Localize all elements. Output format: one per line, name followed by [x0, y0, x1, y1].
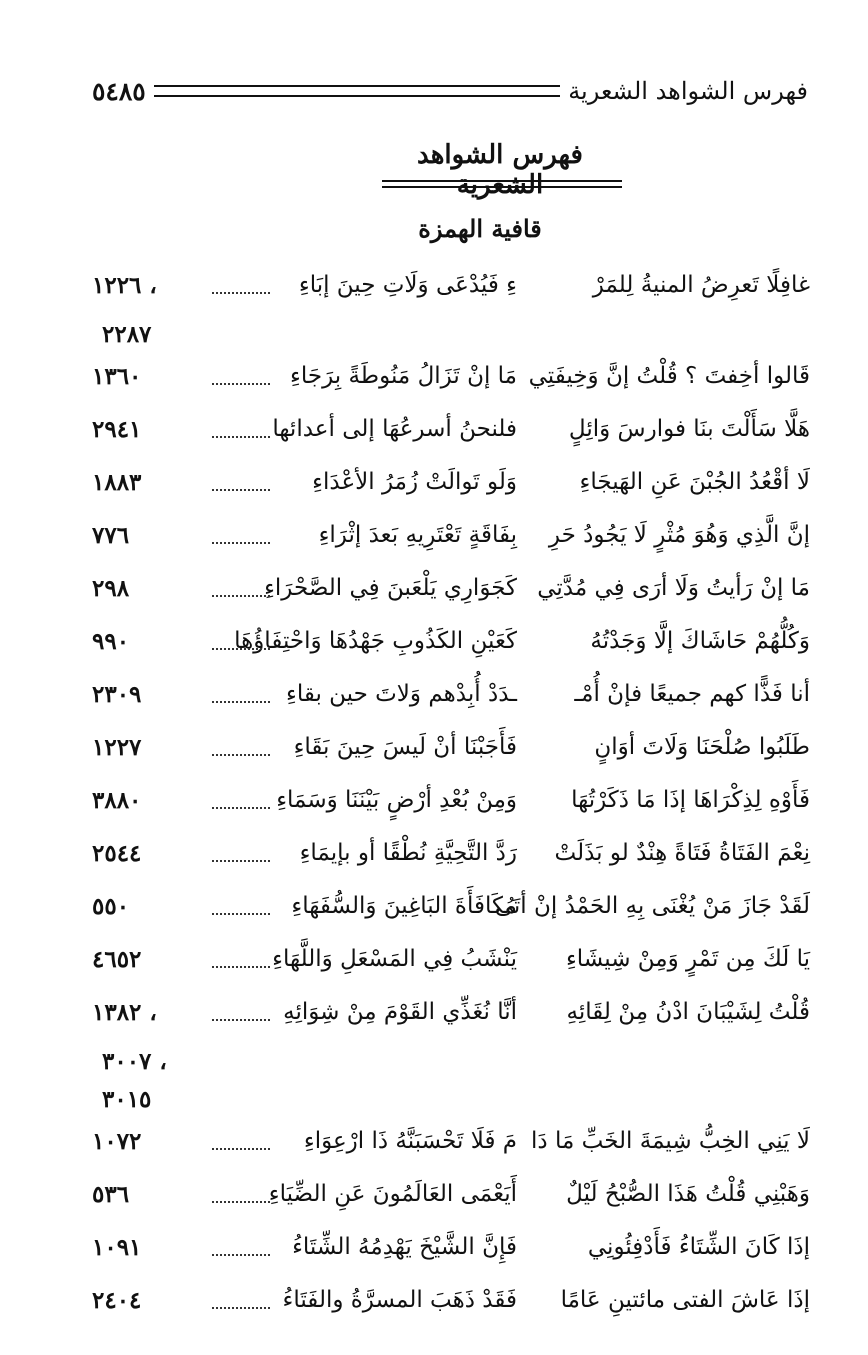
dot-leader: [212, 282, 270, 294]
verse-row: [92, 408, 810, 461]
dot-leader: [212, 797, 270, 809]
verse-second-hemistich: رَدَّ التَّحِيَّةِ نُطْقًا أو بإيمَاءِ: [299, 840, 517, 866]
verse-second-hemistich: فَإِنَّ الشَّيْخَ يَهْدِمُهُ الشِّتَاءُ: [292, 1234, 517, 1260]
dot-leader: [212, 638, 270, 650]
verse-reference-number: ١٠٧٢: [92, 1128, 142, 1155]
verse-first-hemistich: يَا لَكَ مِن تَمْرٍ وَمِنْ شِيشَاءِ: [565, 946, 810, 972]
verse-second-hemistich: فلنحنُ أسرعُهَا إلى أعدائها: [272, 416, 517, 442]
verse-reference-number: ٢٢٨٧: [102, 321, 152, 348]
dot-leader: [212, 1009, 270, 1021]
dot-leader: [212, 426, 270, 438]
verse-first-hemistich: قَالوا أخِفتَ ؟ قُلْتُ إنَّ وَخِيفَتِي: [528, 363, 810, 389]
verse-first-hemistich: إذَا كَانَ الشِّتَاءُ فَأَدْفِئُونِي: [587, 1234, 810, 1260]
dot-leader: [212, 1138, 270, 1150]
verse-row: [92, 991, 810, 1044]
verse-second-hemistich: يَنْشَبُ فِي المَسْعَلِ وَاللَّهَاءِ: [272, 946, 517, 972]
dot-leader: [212, 479, 270, 491]
header-rule: [154, 85, 560, 97]
verse-reference-number: ١٢٢٦ ،: [92, 272, 157, 299]
verse-second-hemistich: وَلَو تَوالَتْ زُمَرُ الأعْدَاءِ: [312, 469, 517, 495]
dot-leader: [212, 373, 270, 385]
dot-leader: [212, 691, 270, 703]
verse-first-hemistich: إنَّ الَّذِي وَهُوَ مُثْرٍ لَا يَجُودُ حَرِ: [548, 522, 810, 548]
verse-row: [92, 355, 810, 408]
verse-reference-number: ١٠٩١: [92, 1234, 142, 1261]
dot-leader: [212, 744, 270, 756]
verse-reference-number: ٤٦٥٢: [92, 946, 142, 973]
verse-first-hemistich: وَهَبْنِي قُلْتُ هَذَا الصُّبْحُ لَيْلٌ: [566, 1181, 810, 1207]
title-underline: [382, 180, 622, 188]
verse-first-hemistich: قُلْتُ لِشَيْبَانَ ادْنُ مِنْ لِقَائِهِ: [566, 999, 810, 1025]
dot-leader: [212, 585, 270, 597]
verse-second-hemistich: أنَّا نُغَذِّي القَوْمَ مِنْ شِوَائِهِ: [283, 999, 517, 1025]
verse-row: [92, 264, 810, 317]
verse-second-hemistich: ـدَدْ أُبِدْهم وَلاتَ حين بقاءِ: [286, 681, 517, 707]
verse-first-hemistich: فَأَوْهِ لِذِكْرَاهَا إذَا مَا ذَكَرْتُهَا: [571, 787, 810, 813]
verse-first-hemistich: غافِلًا تَعرِضُ المنيةُ لِلمَرْ: [592, 272, 810, 298]
verse-reference-number: ٢٩٨: [92, 575, 130, 602]
running-header-title: فهرس الشواهد الشعرية: [568, 77, 808, 105]
verse-second-hemistich: فَقَدْ ذَهَبَ المسرَّةُ والفَتَاءُ: [282, 1287, 517, 1313]
verse-row: [92, 1120, 810, 1173]
verse-reference-number: ٣٠١٥: [102, 1086, 152, 1113]
page-number: ٥٤٨٥: [92, 76, 146, 106]
dot-leader: [212, 903, 270, 915]
verse-second-hemistich: مَا إنْ تَزَالُ مَنُوطَةً بِرَجَاءِ: [290, 363, 517, 389]
verse-row: [92, 1279, 810, 1332]
verse-row: [92, 779, 810, 832]
verse-reference-number: ١٣٦٠: [92, 363, 142, 390]
verse-second-hemistich: كَعَيْنِ الكَذُوبِ جَهْدُهَا وَاحْتِفَاؤُهَا: [234, 628, 517, 654]
verse-second-hemistich: مُكَافَأَةَ البَاغِينَ وَالسُّفَهَاءِ: [291, 893, 517, 919]
verse-row: [92, 938, 810, 991]
verse-reference-number: ٣٨٨٠: [92, 787, 142, 814]
verse-reference-number: ٥٣٦: [92, 1181, 130, 1208]
verse-first-hemistich: إذَا عَاشَ الفتى مائتينِ عَامًا: [560, 1287, 810, 1313]
index-title: فهرس الشواهد الشعرية: [417, 140, 583, 200]
verse-row: [92, 832, 810, 885]
verse-reference-number: ٢٣٠٩: [92, 681, 142, 708]
dot-leader: [212, 1244, 270, 1256]
verse-reference-number: ٢٥٤٤: [92, 840, 142, 867]
dot-leader: [212, 850, 270, 862]
verse-row: [92, 567, 810, 620]
reference-continuation: [92, 1044, 810, 1082]
verse-first-hemistich: أنا فَذًّا كهم جميعًا فإنْ أُمْـ: [574, 681, 810, 707]
verse-second-hemistich: وَمِنْ بُعْدِ أرْضٍ بَيْنَنَا وَسَمَاءِ: [276, 787, 517, 813]
verse-first-hemistich: هَلَّا سَأَلْتَ بنَا فوارسَ وَائِلٍ: [568, 416, 810, 442]
verse-reference-number: ٢٤٠٤: [92, 1287, 142, 1314]
verse-row: [92, 514, 810, 567]
running-header: [92, 74, 808, 108]
verse-reference-number: ٧٧٦: [92, 522, 130, 549]
reference-continuation: [92, 1082, 810, 1120]
verse-first-hemistich: نِعْمَ الفَتَاةُ فَتَاةً هِنْدٌ لو بَذَلَتْ: [554, 840, 810, 866]
verse-reference-number: ٢٩٤١: [92, 416, 142, 443]
verse-second-hemistich: أَيَعْمَى العَالَمُونَ عَنِ الضِّيَاءِ: [268, 1181, 517, 1207]
verse-row: [92, 673, 810, 726]
verse-first-hemistich: لَا يَنِي الخِبُّ شِيمَةَ الخَبِّ مَا دَا: [531, 1128, 810, 1154]
verse-row: [92, 461, 810, 514]
verse-second-hemistich: فَأَجَبْنَا أنْ لَيسَ حِينَ بَقَاءِ: [293, 734, 517, 760]
verse-row: [92, 620, 810, 673]
verse-first-hemistich: لَا أقْعُدُ الجُبْنَ عَنِ الهَيجَاءِ: [579, 469, 810, 495]
verse-reference-number: ٥٥٠: [92, 893, 130, 920]
verse-second-hemistich: كَجَوَارِي يَلْعَبنَ فِي الصَّحْرَاءِ: [264, 575, 517, 601]
reference-continuation: [92, 317, 810, 355]
verse-row: [92, 885, 810, 938]
verse-row: [92, 1226, 810, 1279]
dot-leader: [212, 1191, 270, 1203]
section-title: قافية الهمزة: [418, 214, 542, 243]
dot-leader: [212, 1297, 270, 1309]
verse-first-hemistich: وَكُلُّهُمْ حَاشَاكَ إلَّا وَجَدْتُهُ: [590, 628, 810, 654]
verse-reference-number: ١٢٢٧: [92, 734, 142, 761]
verse-first-hemistich: مَا إنْ رَأيتُ وَلَا أرَى فِي مُدَّتِي: [537, 575, 810, 601]
verse-first-hemistich: لَقَدْ جَازَ مَنْ يُغْنَى بِهِ الحَمْدُ إنْ أتَى: [494, 893, 810, 919]
verse-first-hemistich: طَلَبُوا صُلْحَنَا وَلَاتَ أوَانٍ: [594, 734, 810, 760]
verse-row: [92, 726, 810, 779]
verse-reference-number: ٩٩٠: [92, 628, 130, 655]
dot-leader: [212, 956, 270, 968]
verse-reference-number: ٣٠٠٧ ،: [102, 1048, 167, 1075]
verse-list: [92, 264, 810, 1332]
verse-reference-number: ١٨٨٣: [92, 469, 142, 496]
verse-reference-number: ١٣٨٢ ،: [92, 999, 157, 1026]
verse-second-hemistich: مَ فَلَا تَحْسَبَنَّهُ ذَا ارْعِوَاءِ: [303, 1128, 517, 1154]
verse-row: [92, 1173, 810, 1226]
dot-leader: [212, 532, 270, 544]
verse-second-hemistich: بِفَاقَةٍ تَعْتَرِيهِ بَعدَ إثْرَاءِ: [318, 522, 517, 548]
verse-second-hemistich: ءِ فَيُدْعَى وَلَاتِ حِينَ إبَاءِ: [298, 272, 517, 298]
